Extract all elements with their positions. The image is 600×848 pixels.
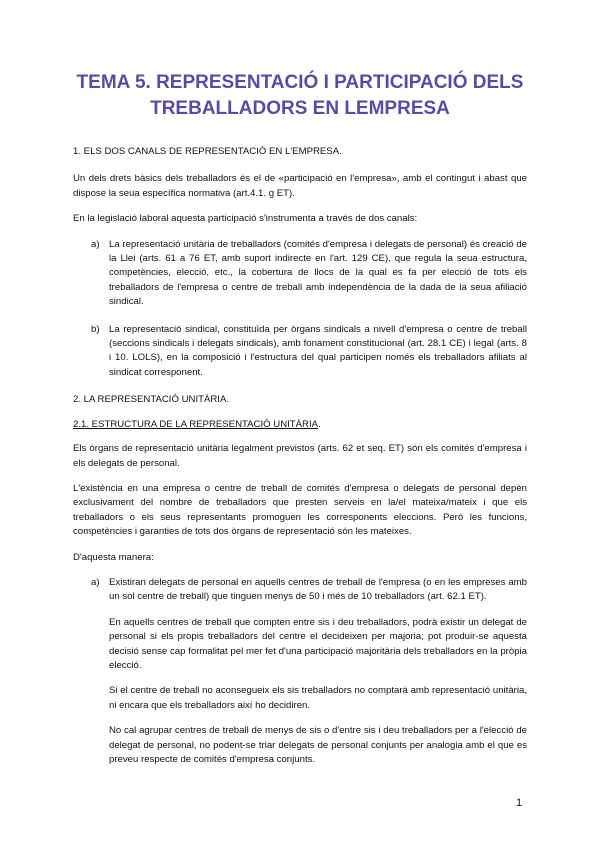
section-2-1-heading: [73, 418, 527, 432]
list-item-label: a): [91, 576, 100, 588]
sub-paragraph-2: Si el centre de treball no aconsegueix els sis treballadors no comptarà amb representació unitària, ni encara que els treballadors així ho decidiren.: [109, 685, 527, 711]
section-2-paragraph-3: D'aquesta manera:: [73, 551, 154, 563]
document-body: [73, 145, 527, 767]
page-number: 1: [516, 797, 523, 809]
section-1-heading: 1. ELS DOS CANALS DE REPRESENTACIÓ EN L'EMPRESA.: [73, 146, 342, 157]
sub-paragraph-1: En aquells centres de treball que compten entre sis i deu treballadors, podrà existir un delegat de personal si els propis treballadors del centre el decideixen per majoria; pot produir-se aquesta decisió sense cap formalitat pel mer fet d'una participació majoritària dels treballadors en la pròpia elecció.: [109, 616, 527, 671]
list-item-b: [73, 323, 527, 381]
document-title: [60, 70, 540, 122]
section-2-heading: 2. LA REPRESENTACIÓ UNITÀRIA.: [73, 394, 230, 406]
title-line-2: TREBALLADORS EN LEMPRESA: [150, 98, 450, 119]
list-item-text: La representació sindical, constituïda per òrgans sindicals a nivell d'empresa o centre de treball (seccions sindicals i delegats sindicals), amb fonament constitucional (art. 28.1 CE) i legal (arts. 8 i 10. LOLS), en la composició i l'estructura del qual participen només els treballadors afiliats al sindicat corresponent.: [109, 323, 527, 378]
section-2-1-heading-period: .: [318, 418, 321, 430]
sub-paragraph-3: No cal agrupar centres de treball de menys de sis o d'entre sis i deu treballadors per a l'elecció de delegat de personal, no podent-se triar delegats de personal conjunts per analogia amb el que es preveu respecte de comités d'empresa conjunts.: [109, 725, 527, 765]
list-item-a: [73, 238, 527, 310]
section-2-paragraph-2: L'existència en una empresa o centre de treball de comités d'empresa o delegats de personal depèn exclusivament del nombre de treballadors que presten serveis en la/el mateixa/mateix i que els treballadors o els seus representants promoguen les corresponents eleccions. Però les funcions, competències i garanties de tots dos òrgans de representació són les mateixes.: [73, 482, 527, 538]
section-2-1-heading-text: 2.1. ESTRUCTURA DE LA REPRESENTACIÓ UNITÀRIA: [73, 418, 319, 430]
section-1-paragraph-1: Un dels drets bàsics dels treballadors és el de «participació en l'empresa», amb el contingut i abast que dispose la seua específica normativa (art.4.1. g ET).: [73, 173, 527, 199]
section-2-paragraph-1: Els òrgans de representació unitària legalment previstos (arts. 62 et seq. ET) són els comités d'empresa i els delegats de personal.: [73, 443, 527, 469]
list-item-text: La representació unitària de treballadors (comités d'empresa i delegats de personal) és creació de la Llei (arts. 61 a 76 ET, amb suport indirecte en l'art. 129 CE), que regula la seua estructura, competències, elecció, etc., la cobertura de llocs de la qual es fa per elecció de tots els treballadors de l'empresa o centre de treball amb independència de la dada de la seua afiliació sindical.: [109, 238, 527, 308]
section-1-paragraph-2: En la legislació laboral aquesta participació s'instrumenta a través de dos canals:: [73, 213, 418, 225]
list-item-text: Existiran delegats de personal en aquells centres de treball de l'empresa (o en les empreses amb un sol centre de treball) que tinguen menys de 50 i més de 10 treballadors (art. 62.1 ET).: [109, 576, 527, 603]
title-line-1: TEMA 5. REPRESENTACIÓ I PARTICIPACIÓ DELS: [76, 72, 524, 93]
list-item-a-2: [73, 576, 527, 605]
list-item-label: a): [91, 238, 100, 250]
list-item-label: b): [91, 323, 100, 335]
